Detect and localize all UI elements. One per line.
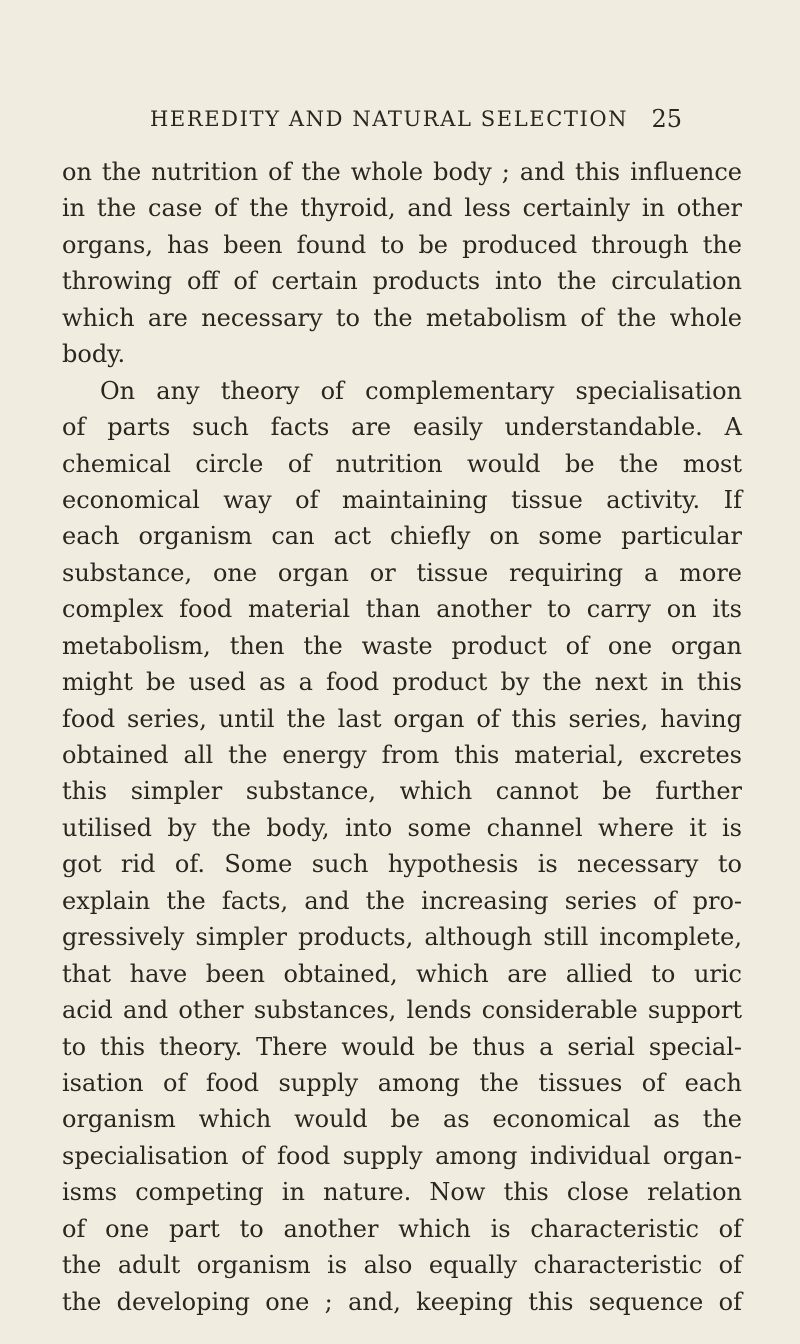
text-line: food series, until the last organ of this series, having: [62, 704, 742, 733]
text-line: isms competing in nature. Now this close relation: [62, 1178, 742, 1207]
text-line: gressively simpler products, although still incomplete,: [62, 923, 742, 952]
text-line: in the case of the thyroid, and less certainly in other: [62, 194, 742, 223]
text-line: the developing one ; and, keeping this sequence of: [62, 1287, 742, 1316]
text-line: obtained all the energy from this material, excretes: [62, 741, 742, 769]
text-line: substance, one organ or tissue requiring a more: [62, 558, 742, 587]
text-line: metabolism, then the waste product of one organ: [62, 631, 742, 660]
text-line: of one part to another which is characteristic of: [62, 1214, 742, 1243]
text-line: economical way of maintaining tissue activity. If: [62, 485, 742, 514]
text-line: utilised by the body, into some channel where it is: [62, 813, 742, 842]
text-line: body.: [62, 340, 126, 369]
text-line: which are necessary to the metabolism of the whole: [62, 303, 742, 332]
text-line: On any theory of complementary specialisation: [100, 376, 742, 405]
text-line: this simpler substance, which cannot be further: [62, 777, 742, 806]
text-line: organism which would be as economical as the: [62, 1105, 742, 1134]
body-text: [62, 154, 742, 1320]
text-line: explain the facts, and the increasing series of pro-: [62, 886, 742, 915]
text-line: organs, has been found to be produced through the: [62, 230, 742, 259]
text-line: acid and other substances, lends considerable support: [62, 996, 742, 1025]
page-number: 25: [651, 105, 682, 133]
text-line: that have been obtained, which are allied to uric: [62, 959, 742, 988]
text-line: isation of food supply among the tissues of each: [62, 1068, 742, 1097]
text-line: on the nutrition of the whole body ; and this influence: [62, 158, 742, 186]
running-title: HEREDITY AND NATURAL SELECTION: [150, 107, 629, 131]
text-line: of parts such facts are easily understandable. A: [62, 413, 742, 442]
text-line: got rid of. Some such hypothesis is necessary to: [62, 850, 742, 879]
text-line: complex food material than another to carry on its: [62, 595, 742, 624]
text-line: to this theory. There would be thus a serial special-: [62, 1032, 742, 1061]
text-line: the adult organism is also equally characteristic of: [62, 1251, 742, 1280]
text-line: each organism can act chiefly on some particular: [62, 522, 742, 551]
text-line: chemical circle of nutrition would be the most: [62, 449, 742, 478]
text-line: throwing off of certain products into the circulation: [62, 267, 742, 296]
running-head: [150, 104, 682, 134]
text-line: might be used as a food product by the next in this: [62, 668, 742, 697]
text-line: specialisation of food supply among individual organ-: [62, 1141, 742, 1170]
